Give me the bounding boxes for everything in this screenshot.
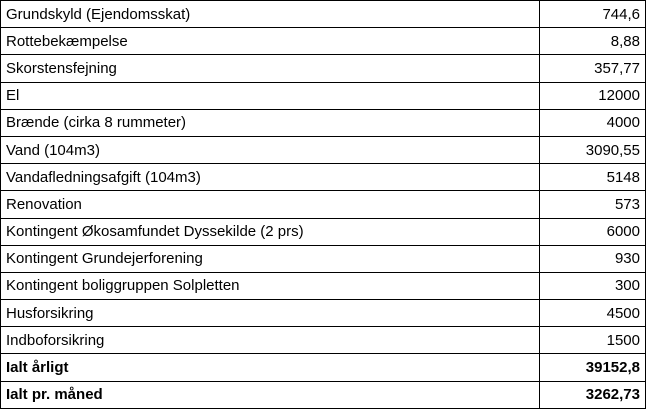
expense-label-cell[interactable]: Husforsikring xyxy=(1,300,540,327)
table-row xyxy=(1,272,646,299)
table-row xyxy=(1,136,646,163)
table-row xyxy=(1,55,646,82)
expense-label-cell[interactable]: El xyxy=(1,82,540,109)
expense-amount-cell[interactable]: 930 xyxy=(540,245,646,272)
expense-amount-cell[interactable]: 6000 xyxy=(540,218,646,245)
expense-amount-cell[interactable]: 4500 xyxy=(540,300,646,327)
table-row xyxy=(1,245,646,272)
expense-amount-cell[interactable]: 8,88 xyxy=(540,28,646,55)
expense-label-cell[interactable]: Grundskyld (Ejendomsskat) xyxy=(1,1,540,28)
total-monthly-label-cell[interactable]: Ialt pr. måned xyxy=(1,381,540,408)
expense-table-body xyxy=(1,1,646,409)
expense-amount-cell[interactable]: 573 xyxy=(540,191,646,218)
table-row xyxy=(1,327,646,354)
expense-label-cell[interactable]: Renovation xyxy=(1,191,540,218)
expense-amount-cell[interactable]: 5148 xyxy=(540,164,646,191)
expense-amount-cell[interactable]: 357,77 xyxy=(540,55,646,82)
expense-amount-cell[interactable]: 300 xyxy=(540,272,646,299)
table-row xyxy=(1,1,646,28)
expense-amount-cell[interactable]: 4000 xyxy=(540,109,646,136)
table-row xyxy=(1,191,646,218)
table-row xyxy=(1,28,646,55)
total-yearly-label-cell[interactable]: Ialt årligt xyxy=(1,354,540,381)
expense-label-cell[interactable]: Kontingent Økosamfundet Dyssekilde (2 prs) xyxy=(1,218,540,245)
table-row xyxy=(1,164,646,191)
expense-amount-cell[interactable]: 1500 xyxy=(540,327,646,354)
expense-label-cell[interactable]: Kontingent boliggruppen Solpletten xyxy=(1,272,540,299)
table-row xyxy=(1,300,646,327)
expense-label-cell[interactable]: Indboforsikring xyxy=(1,327,540,354)
table-row xyxy=(1,218,646,245)
expense-amount-cell[interactable]: 12000 xyxy=(540,82,646,109)
expense-label-cell[interactable]: Brænde (cirka 8 rummeter) xyxy=(1,109,540,136)
total-row-monthly xyxy=(1,381,646,408)
expense-label-cell[interactable]: Skorstensfejning xyxy=(1,55,540,82)
expense-amount-cell[interactable]: 3090,55 xyxy=(540,136,646,163)
expense-label-cell[interactable]: Rottebekæmpelse xyxy=(1,28,540,55)
expense-label-cell[interactable]: Vandafledningsafgift (104m3) xyxy=(1,164,540,191)
expense-label-cell[interactable]: Kontingent Grundejerforening xyxy=(1,245,540,272)
total-monthly-amount-cell[interactable]: 3262,73 xyxy=(540,381,646,408)
expense-amount-cell[interactable]: 744,6 xyxy=(540,1,646,28)
table-row xyxy=(1,109,646,136)
table-row xyxy=(1,82,646,109)
expense-label-cell[interactable]: Vand (104m3) xyxy=(1,136,540,163)
total-row-yearly xyxy=(1,354,646,381)
total-yearly-amount-cell[interactable]: 39152,8 xyxy=(540,354,646,381)
